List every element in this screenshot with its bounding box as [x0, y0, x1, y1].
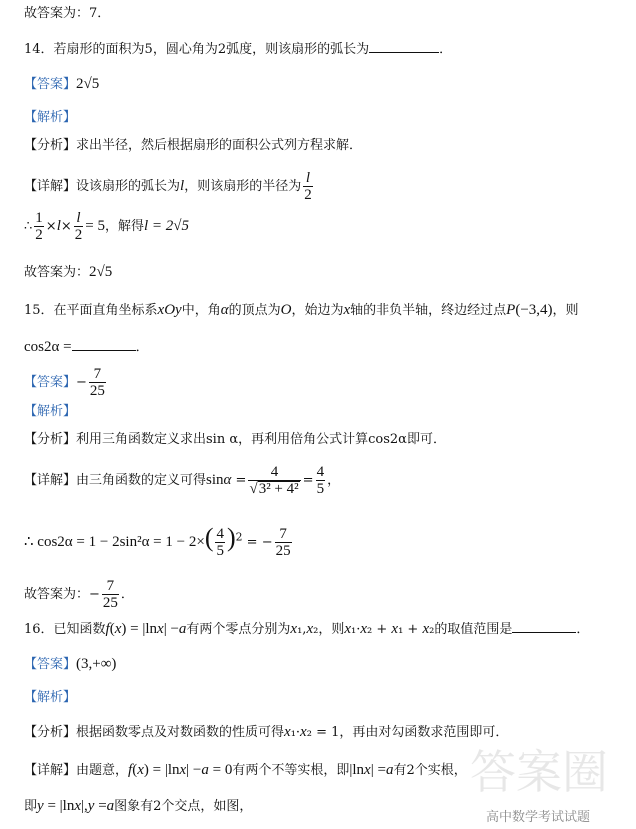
fenxi-16: 【分析】根据函数零点及对数函数的性质可得x₁·x₂ = 1，再由对勾函数求范围即可． [24, 724, 509, 740]
watermark-logo: 答案圈 [470, 745, 608, 799]
fenxi-14: 【分析】求出半径，然后根据扇形的面积公式列方程求解． [24, 138, 363, 153]
question-15: 15．在平面直角坐标系xOy中，角α的顶点为O，始边为x轴的非负半轴，终边经过点P(−3,4)，则 [24, 302, 579, 318]
question-14: 14．若扇形的面积为5，圆心角为2弧度，则该扇形的弧长为 ． [24, 42, 453, 57]
fenxi-15: 【分析】利用三角函数定义求出sin α，再利用倍角公式计算cos2α即可． [24, 432, 446, 447]
answer-blank [369, 40, 439, 53]
equation-15: ∴ cos2α = 1 − 2sin²α = 1 − 2×( $\frac{4}{5}$ )$^2$ = − $\frac{7}{25}$ [24, 523, 291, 559]
equation-14: ∴ $\frac{1}{2}$ ×l× $\frac{l}{2}$ = 5，解得l = 2√5 [24, 210, 190, 243]
question-16: 16．已知函数f(x) = |lnx| −a有两个零点分别为x₁,x₂，则x₁·x₂ + x₁ + x₂的取值范围是 ． [24, 621, 590, 637]
result-15: 故答案为：− $\frac{7}{25}$ ． [24, 578, 134, 611]
answer-15: 【答案】− $\frac{7}{25}$ [24, 366, 105, 399]
answer-14: 【答案】2√5 [24, 76, 100, 92]
question-15-cont: cos2α = ． [24, 339, 149, 355]
watermark-text: 高中数学考试试题 [486, 810, 591, 825]
prev-answer: 故答案为：7． [24, 6, 111, 21]
xiangjie-15: 【详解】由三角函数的定义可得sinα = $\frac{4}{\text{√3² + 4²}}$ = $\frac{4}{5}$ ， [24, 464, 341, 497]
answer-16: 【答案】(3,+∞) [24, 656, 117, 672]
jiexi-16: 【解析】 [24, 690, 77, 705]
conclusion-16: 即y = |lnx|,y =a图象有2个交点，如图， [24, 798, 253, 814]
jiexi-14: 【解析】 [24, 110, 77, 125]
jiexi-15: 【解析】 [24, 404, 77, 419]
xiangjie-16: 【详解】由题意，f(x) = |lnx| −a = 0有两个不等实根，即|lnx| =a有2个实根， [24, 762, 467, 778]
xiangjie-14: 【详解】设该扇形的弧长为l，则该扇形的半径为 $\frac{l}{2}$ [24, 170, 312, 203]
result-14: 故答案为：2√5 [24, 264, 113, 280]
